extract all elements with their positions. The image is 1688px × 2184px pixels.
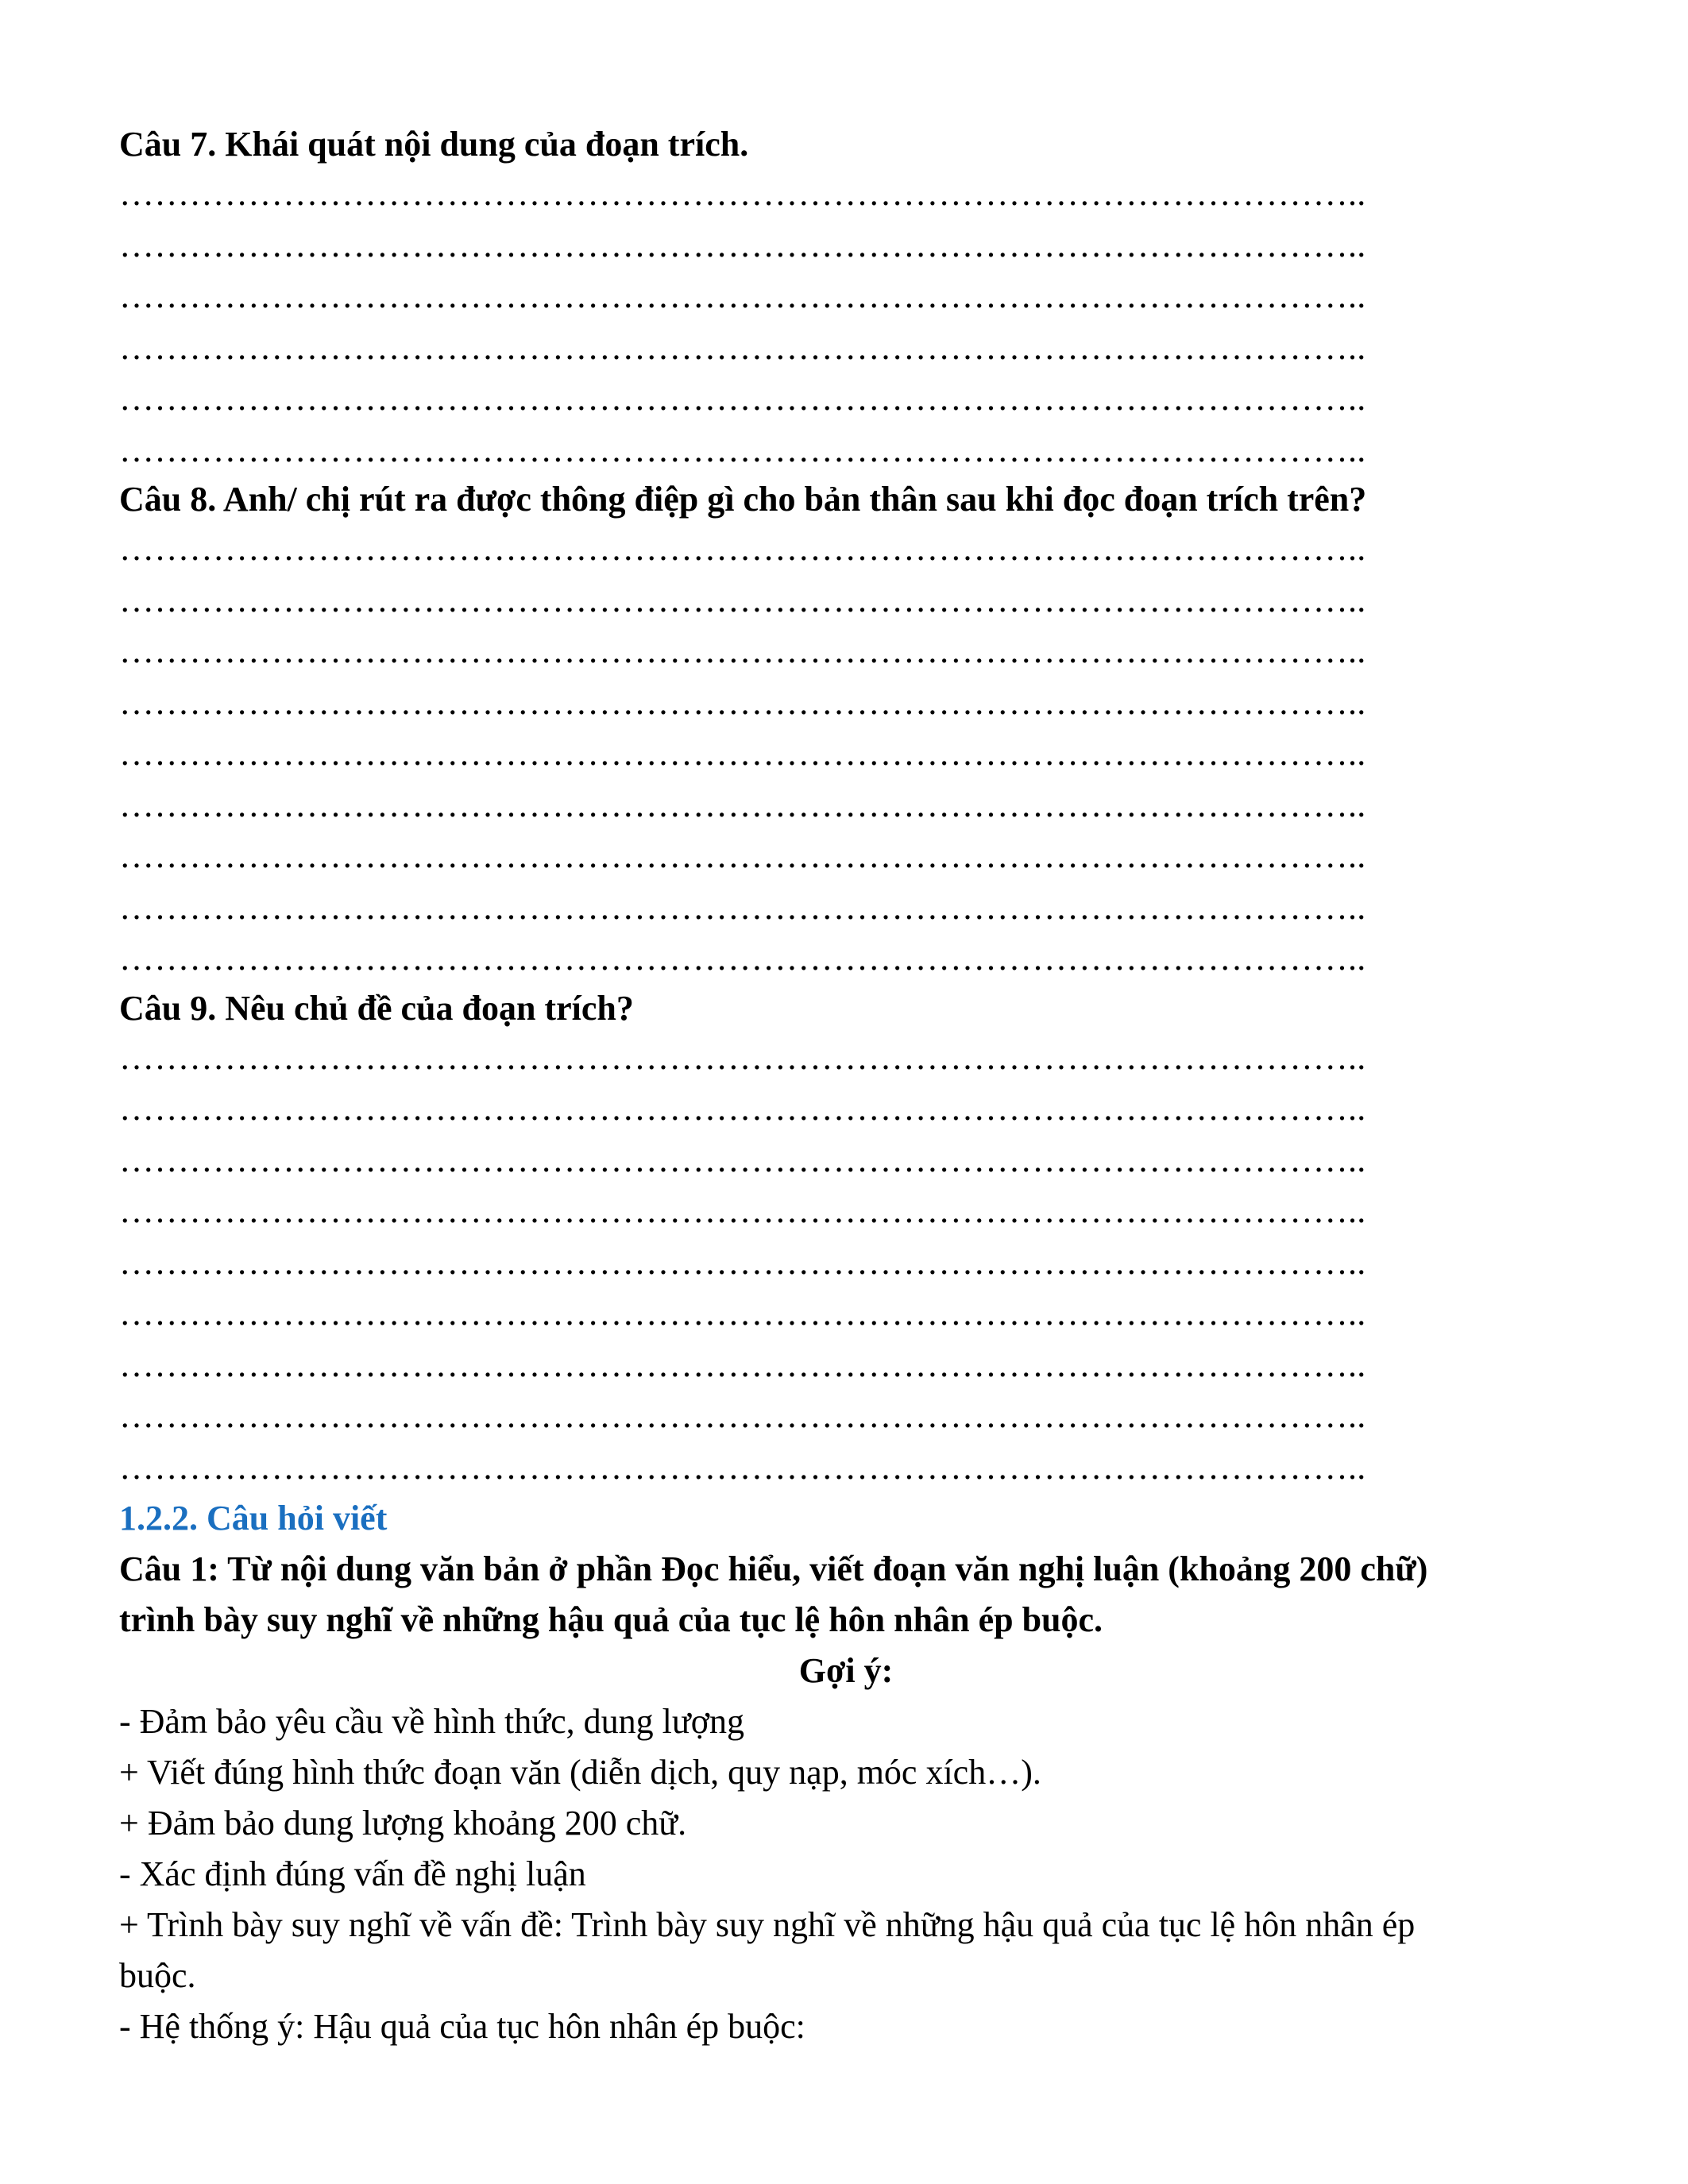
hint-title: Gợi ý:	[798, 1651, 894, 1690]
answer-line: ……………………………………………………………………………………………..	[119, 225, 1366, 264]
hint-line: - Đảm bảo yêu cầu về hình thức, dung lượng	[119, 1702, 744, 1741]
answer-line: ……………………………………………………………………………………………..	[119, 379, 1366, 418]
writing-question-1-line: trình bày suy nghĩ về những hậu quả của tục lệ hôn nhân ép buộc.	[119, 1600, 1103, 1639]
answer-line: ……………………………………………………………………………………………..	[119, 1037, 1366, 1077]
answer-line: ……………………………………………………………………………………………..	[119, 1396, 1366, 1435]
question-8-title: Câu 8. Anh/ chị rút ra được thông điệp gì cho bản thân sau khi đọc đoạn trích trên?	[119, 480, 1367, 519]
hint-line: - Xác định đúng vấn đề nghị luận	[119, 1854, 586, 1893]
answer-line: ……………………………………………………………………………………………..	[119, 327, 1366, 367]
answer-line: ……………………………………………………………………………………………..	[119, 276, 1366, 315]
answer-line: ……………………………………………………………………………………………..	[119, 1140, 1366, 1179]
hint-line: buộc.	[119, 1956, 196, 1995]
answer-line: ……………………………………………………………………………………………..	[119, 887, 1366, 927]
hint-line: + Đảm bảo dung lượng khoảng 200 chữ.	[119, 1804, 687, 1843]
question-9-title: Câu 9. Nêu chủ đề của đoạn trích?	[119, 988, 634, 1028]
question-8-answer-lines	[119, 523, 1573, 985]
answer-line: ……………………………………………………………………………………………..	[119, 430, 1366, 469]
hint-line: - Hệ thống ý: Hậu quả của tục hôn nhân ép buộc:	[119, 2007, 805, 2046]
writing-question-1	[119, 1544, 1573, 1646]
hint-list	[119, 1696, 1573, 2052]
question-7-title: Câu 7. Khái quát nội dung của đoạn trích.	[119, 125, 749, 164]
answer-line: ……………………………………………………………………………………………..	[119, 1242, 1366, 1282]
document-page	[119, 121, 1573, 2052]
answer-line: ……………………………………………………………………………………………..	[119, 682, 1366, 722]
answer-line: ……………………………………………………………………………………………..	[119, 631, 1366, 670]
answer-line: ……………………………………………………………………………………………..	[119, 1089, 1366, 1128]
answer-line: ……………………………………………………………………………………………..	[119, 939, 1366, 978]
question-9-answer-lines	[119, 1032, 1573, 1494]
answer-line: ……………………………………………………………………………………………..	[119, 1294, 1366, 1333]
answer-line: ……………………………………………………………………………………………..	[119, 836, 1366, 875]
section-heading: 1.2.2. Câu hỏi viết	[119, 1499, 388, 1538]
answer-line: ……………………………………………………………………………………………..	[119, 1345, 1366, 1384]
answer-line: ……………………………………………………………………………………………..	[119, 785, 1366, 824]
answer-line: ……………………………………………………………………………………………..	[119, 529, 1366, 568]
hint-line: + Trình bày suy nghĩ về vấn đề: Trình bày suy nghĩ về những hậu quả của tục lệ hôn nhân ép	[119, 1905, 1416, 1944]
answer-line: ……………………………………………………………………………………………..	[119, 734, 1366, 773]
answer-line: ……………………………………………………………………………………………..	[119, 1191, 1366, 1230]
answer-line: ……………………………………………………………………………………………..	[119, 580, 1366, 619]
writing-question-1-line: Câu 1: Từ nội dung văn bản ở phần Đọc hiểu, viết đoạn văn nghị luận (khoảng 200 chữ)	[119, 1549, 1428, 1588]
answer-line: ……………………………………………………………………………………………..	[119, 174, 1366, 213]
hint-line: + Viết đúng hình thức đoạn văn (diễn dịch, quy nạp, móc xích…).	[119, 1753, 1041, 1792]
question-7-answer-lines	[119, 168, 1573, 476]
answer-line: ……………………………………………………………………………………………..	[119, 1447, 1366, 1487]
